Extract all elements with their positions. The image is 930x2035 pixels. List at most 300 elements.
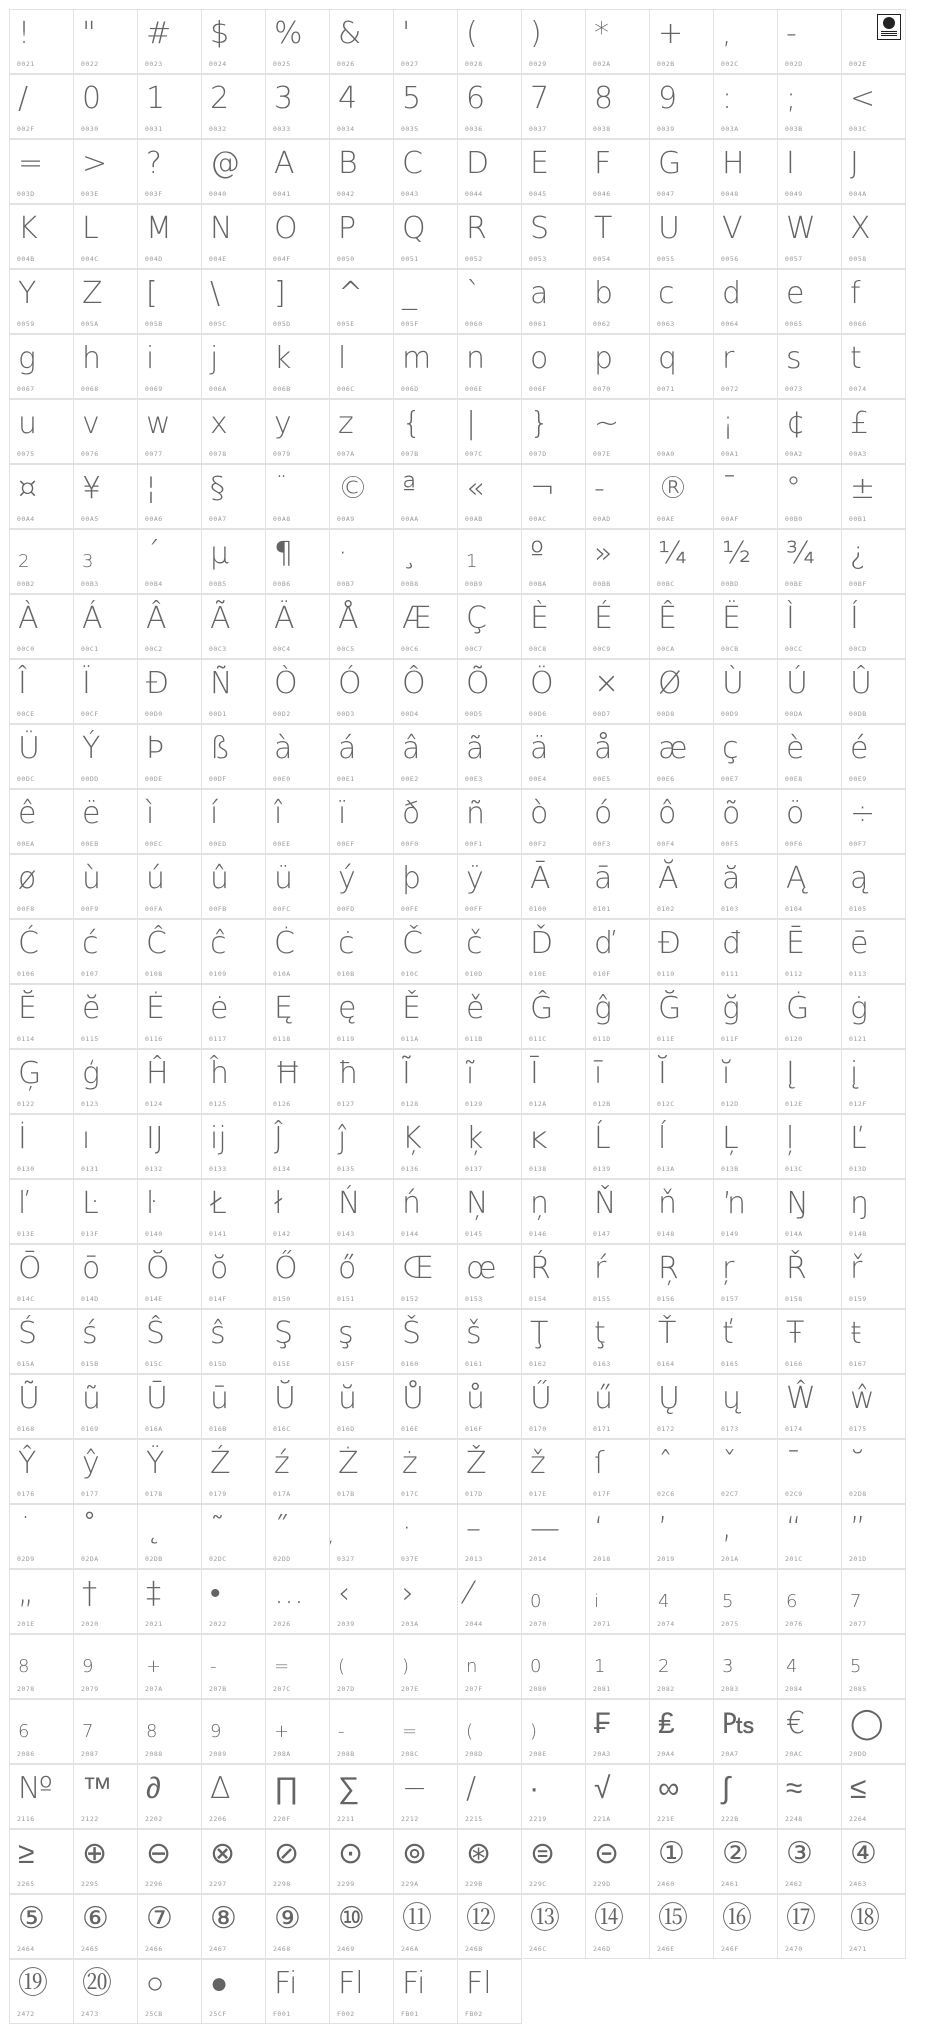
glyph-cell [777, 269, 842, 334]
glyph-cell [9, 204, 74, 269]
glyph-char: ÿ [466, 861, 484, 896]
glyph-cell [9, 1634, 74, 1699]
glyph-codepoint: 0103 [721, 905, 739, 913]
glyph-codepoint: F001 [273, 2010, 291, 2018]
glyph-cell [265, 399, 330, 464]
glyph-codepoint: 0124 [145, 1100, 163, 1108]
glyph-row [9, 1374, 919, 1439]
glyph-codepoint: 002E [849, 60, 867, 68]
glyph-char: F [594, 146, 612, 181]
glyph-codepoint: 00B5 [209, 580, 227, 588]
glyph-char: g [18, 341, 37, 376]
glyph-cell [585, 919, 650, 984]
glyph-char: ĉ [210, 926, 227, 961]
glyph-codepoint: 2013 [465, 1555, 483, 1563]
glyph-cell [9, 139, 74, 204]
glyph-codepoint: 0030 [81, 125, 99, 133]
glyph-codepoint: 017E [529, 1490, 547, 1498]
glyph-char: O [274, 211, 298, 246]
glyph-row [9, 1764, 919, 1829]
glyph-codepoint: 2122 [81, 1815, 99, 1823]
glyph-char: ě [466, 991, 485, 1026]
glyph-char: ∞ [658, 1771, 680, 1806]
glyph-char: ( [338, 1656, 346, 1677]
glyph-row [9, 1504, 919, 1569]
glyph-char: ⑱ [850, 1901, 880, 1936]
glyph-char: Ĳ [146, 1121, 164, 1156]
glyph-char: Ł [210, 1186, 227, 1221]
glyph-char: ç [722, 731, 739, 766]
glyph-cell [649, 1699, 714, 1764]
glyph-codepoint: 208A [273, 1750, 291, 1758]
glyph-cell [585, 1309, 650, 1374]
glyph-cell [777, 1699, 842, 1764]
glyph-char: ¾ [786, 536, 816, 571]
glyph-char: ô [658, 796, 677, 831]
glyph-codepoint: 012A [529, 1100, 547, 1108]
glyph-cell [73, 919, 138, 984]
glyph-char: ‹ [338, 1576, 350, 1611]
glyph-char: 8 [146, 1721, 158, 1742]
glyph-cell [201, 529, 266, 594]
glyph-char: 5 [402, 81, 422, 116]
glyph-codepoint: 0133 [209, 1165, 227, 1173]
glyph-char: Ť [658, 1316, 677, 1351]
glyph-char: ˆ [658, 1446, 673, 1481]
glyph-codepoint: 2087 [81, 1750, 99, 1758]
glyph-char: | [466, 406, 477, 441]
glyph-grid [9, 9, 919, 2024]
glyph-codepoint: 00BB [593, 580, 611, 588]
glyph-codepoint: 005D [273, 320, 291, 328]
glyph-cell [9, 1114, 74, 1179]
glyph-cell [649, 594, 714, 659]
glyph-cell [393, 789, 458, 854]
glyph-cell [713, 1179, 778, 1244]
glyph-codepoint: 012F [849, 1100, 867, 1108]
glyph-char: ˙ [18, 1511, 33, 1546]
glyph-cell [73, 9, 138, 74]
glyph-codepoint: 0039 [657, 125, 675, 133]
glyph-codepoint: FB02 [465, 2010, 483, 2018]
glyph-codepoint: 006D [401, 385, 419, 393]
glyph-char: ĥ [210, 1056, 230, 1091]
glyph-char: Y [18, 276, 37, 311]
glyph-cell [329, 1309, 394, 1374]
glyph-cell [201, 269, 266, 334]
glyph-char: ð [402, 796, 421, 831]
glyph-char: ņ [530, 1186, 550, 1221]
glyph-char: ; [786, 81, 797, 116]
glyph-codepoint: 246F [721, 1945, 739, 1953]
glyph-cell [713, 724, 778, 789]
glyph-codepoint: 016C [273, 1425, 291, 1433]
font-logo-icon [877, 14, 901, 40]
glyph-codepoint: 00DD [81, 775, 99, 783]
glyph-cell [137, 919, 202, 984]
glyph-char: ċ [338, 926, 355, 961]
glyph-char: A [274, 146, 295, 181]
glyph-codepoint: 00D6 [529, 710, 547, 718]
glyph-char: + [274, 1721, 290, 1742]
glyph-row [9, 1309, 919, 1374]
glyph-cell [9, 854, 74, 919]
glyph-codepoint: 010D [465, 970, 483, 978]
glyph-row [9, 1244, 919, 1309]
glyph-codepoint: 0046 [593, 190, 611, 198]
glyph-char: n [466, 341, 486, 376]
glyph-char: c [658, 276, 675, 311]
glyph-codepoint: 00F1 [465, 840, 483, 848]
glyph-char: ] [274, 276, 286, 311]
glyph-char: ñ [466, 796, 486, 831]
glyph-codepoint: 0157 [721, 1295, 739, 1303]
glyph-char: ő [338, 1251, 357, 1286]
glyph-codepoint: 246A [401, 1945, 419, 1953]
glyph-char: - [210, 1656, 217, 1677]
glyph-codepoint: 004D [145, 255, 163, 263]
glyph-codepoint: 010F [593, 970, 611, 978]
glyph-row [9, 1959, 919, 2024]
glyph-cell [585, 1049, 650, 1114]
glyph-char: Ö [530, 666, 554, 701]
glyph-codepoint: 010C [401, 970, 419, 978]
glyph-cell [201, 1699, 266, 1764]
glyph-codepoint: 0075 [17, 450, 35, 458]
glyph-codepoint: 208C [401, 1750, 419, 1758]
glyph-cell [201, 1049, 266, 1114]
glyph-cell [649, 1179, 714, 1244]
glyph-cell [457, 9, 522, 74]
glyph-char: ¨ [274, 471, 289, 506]
glyph-cell [777, 1894, 842, 1959]
glyph-char: ‚ [722, 1511, 732, 1546]
glyph-char: Ď [530, 926, 554, 961]
glyph-codepoint: 00A9 [337, 515, 355, 523]
glyph-char: Č [402, 926, 423, 961]
glyph-cell [73, 1959, 138, 2024]
glyph-codepoint: 229A [401, 1880, 419, 1888]
glyph-char: ś [82, 1316, 98, 1351]
glyph-codepoint: 00F0 [401, 840, 419, 848]
glyph-char: ∫ [722, 1771, 731, 1806]
glyph-char: i [146, 341, 155, 376]
glyph-char: µ [210, 536, 230, 571]
glyph-codepoint: 246C [529, 1945, 547, 1953]
glyph-codepoint: 00F7 [849, 840, 867, 848]
glyph-char: ĭ [722, 1056, 731, 1091]
glyph-codepoint: 010B [337, 970, 355, 978]
glyph-codepoint: 0174 [785, 1425, 803, 1433]
glyph-char: Ÿ [146, 1446, 165, 1481]
glyph-cell [585, 724, 650, 789]
glyph-char: Õ [466, 666, 490, 701]
glyph-codepoint: 02D8 [849, 1490, 867, 1498]
glyph-char: Ņ [466, 1186, 489, 1221]
glyph-codepoint: 02D9 [17, 1555, 35, 1563]
glyph-char: ˜ [210, 1511, 225, 1546]
glyph-char: Ř [786, 1251, 807, 1286]
glyph-cell [393, 724, 458, 789]
glyph-codepoint: 2079 [81, 1685, 99, 1693]
glyph-cell [841, 74, 906, 139]
glyph-char: H [722, 146, 745, 181]
glyph-char: í [210, 796, 219, 831]
glyph-codepoint: 2022 [209, 1620, 227, 1628]
glyph-cell [841, 789, 906, 854]
glyph-char: č [466, 926, 483, 961]
glyph-char: † [82, 1576, 97, 1611]
glyph-char: ų [722, 1381, 742, 1416]
glyph-char: ä [530, 731, 549, 766]
glyph-char: € [786, 1706, 806, 1741]
glyph-codepoint: 0114 [17, 1035, 35, 1043]
glyph-codepoint: 005E [337, 320, 355, 328]
glyph-codepoint: 20AC [785, 1750, 803, 1758]
glyph-char: Ŷ [18, 1446, 37, 1481]
glyph-cell [137, 464, 202, 529]
glyph-cell [585, 1699, 650, 1764]
glyph-cell [265, 919, 330, 984]
glyph-codepoint: 003B [785, 125, 803, 133]
glyph-cell [585, 269, 650, 334]
glyph-char: Ø [658, 666, 682, 701]
glyph-codepoint: 00A6 [145, 515, 163, 523]
glyph-char: = [18, 146, 44, 181]
glyph-codepoint: 2082 [657, 1685, 675, 1693]
glyph-cell [393, 334, 458, 399]
glyph-codepoint: 0168 [17, 1425, 35, 1433]
glyph-codepoint: 0143 [337, 1230, 355, 1238]
glyph-char: Ő [274, 1251, 298, 1286]
glyph-cell [137, 1829, 202, 1894]
glyph-codepoint: 0068 [81, 385, 99, 393]
glyph-cell [265, 1634, 330, 1699]
glyph-cell [201, 724, 266, 789]
glyph-cell [777, 139, 842, 204]
glyph-cell [777, 1374, 842, 1439]
glyph-cell [457, 1114, 522, 1179]
glyph-char: ₧ [722, 1706, 755, 1741]
glyph-codepoint: 014E [145, 1295, 163, 1303]
glyph-cell [393, 1439, 458, 1504]
glyph-cell [73, 984, 138, 1049]
glyph-codepoint: 25CB [145, 2010, 163, 2018]
glyph-codepoint: 00D1 [209, 710, 227, 718]
glyph-char: 4 [786, 1656, 798, 1677]
glyph-codepoint: 015A [17, 1360, 35, 1368]
glyph-codepoint: 246E [657, 1945, 675, 1953]
glyph-char: ⑩ [338, 1901, 365, 1936]
glyph-char: ⊙ [338, 1836, 364, 1871]
glyph-codepoint: 02C9 [785, 1490, 803, 1498]
glyph-cell [329, 269, 394, 334]
glyph-codepoint: 002A [593, 60, 611, 68]
glyph-char: Ń [338, 1186, 361, 1221]
glyph-codepoint: 010A [273, 970, 291, 978]
glyph-cell [841, 269, 906, 334]
glyph-char: Ę [274, 991, 293, 1026]
glyph-cell [73, 204, 138, 269]
glyph-codepoint: 00B2 [17, 580, 35, 588]
glyph-char: ĺ [658, 1121, 667, 1156]
glyph-codepoint: 00B1 [849, 515, 867, 523]
glyph-char: Å [338, 601, 359, 636]
glyph-codepoint: 00FD [337, 905, 355, 913]
glyph-cell [265, 269, 330, 334]
glyph-codepoint: 0027 [401, 60, 419, 68]
glyph-cell [9, 1049, 74, 1114]
glyph-cell [713, 1439, 778, 1504]
glyph-char: ^ [338, 276, 364, 311]
glyph-cell [777, 1829, 842, 1894]
glyph-char: Í [850, 601, 859, 636]
glyph-cell [585, 334, 650, 399]
glyph-cell [585, 854, 650, 919]
glyph-char: Ţ [530, 1316, 549, 1351]
glyph-cell [329, 1504, 394, 1569]
glyph-cell [9, 594, 74, 659]
glyph-char: ① [658, 1836, 685, 1871]
glyph-codepoint: 007C [465, 450, 483, 458]
glyph-char: ¦ [146, 471, 157, 506]
glyph-char: d [722, 276, 742, 311]
glyph-cell [9, 1959, 74, 2024]
glyph-cell [201, 1829, 266, 1894]
glyph-cell [585, 529, 650, 594]
glyph-char: & [338, 16, 362, 51]
glyph-cell [265, 984, 330, 1049]
glyph-char: ∑ [338, 1771, 360, 1806]
glyph-char: ĝ [594, 991, 613, 1026]
glyph-cell [777, 1179, 842, 1244]
glyph-codepoint: 006C [337, 385, 355, 393]
glyph-codepoint: 0154 [529, 1295, 547, 1303]
glyph-char: ŵ [850, 1381, 875, 1416]
glyph-char: Ĵ [274, 1121, 283, 1156]
glyph-codepoint: 0164 [657, 1360, 675, 1368]
glyph-char: ∂ [146, 1771, 161, 1806]
glyph-codepoint: 0067 [17, 385, 35, 393]
glyph-codepoint: 2465 [81, 1945, 99, 1953]
glyph-codepoint: 00B4 [145, 580, 163, 588]
glyph-codepoint: 2468 [273, 1945, 291, 1953]
glyph-cell [329, 1374, 394, 1439]
glyph-char: ⑲ [18, 1966, 48, 2001]
glyph-codepoint: 0032 [209, 125, 227, 133]
glyph-codepoint: 0035 [401, 125, 419, 133]
glyph-codepoint: 017B [337, 1490, 355, 1498]
glyph-codepoint: 221E [657, 1815, 675, 1823]
glyph-codepoint: 0023 [145, 60, 163, 68]
glyph-codepoint: 013D [849, 1165, 867, 1173]
glyph-char: ř [850, 1251, 863, 1286]
glyph-char: ∙ [530, 1771, 539, 1806]
glyph-cell [521, 1634, 586, 1699]
glyph-codepoint: 0160 [401, 1360, 419, 1368]
glyph-codepoint: 0053 [529, 255, 547, 263]
glyph-char: È [530, 601, 549, 636]
glyph-char: ˉ [786, 1446, 801, 1481]
glyph-char: Fi [274, 1966, 298, 2001]
glyph-codepoint: 2470 [785, 1945, 803, 1953]
glyph-char: ŝ [210, 1316, 226, 1351]
glyph-codepoint: 00A3 [849, 450, 867, 458]
glyph-cell [329, 1634, 394, 1699]
glyph-char: æ [658, 731, 688, 766]
glyph-char: ŗ [722, 1251, 735, 1286]
glyph-codepoint: 2075 [721, 1620, 739, 1628]
glyph-cell [649, 724, 714, 789]
glyph-char: ≈ [786, 1771, 803, 1806]
glyph-cell [585, 1374, 650, 1439]
glyph-cell [329, 1829, 394, 1894]
glyph-row [9, 529, 919, 594]
glyph-cell [329, 1569, 394, 1634]
glyph-cell [457, 1179, 522, 1244]
glyph-codepoint: 0079 [273, 450, 291, 458]
glyph-codepoint: 2215 [465, 1815, 483, 1823]
glyph-codepoint: 00E2 [401, 775, 419, 783]
glyph-cell [329, 1439, 394, 1504]
glyph-codepoint: 00E1 [337, 775, 355, 783]
glyph-char: ü [274, 861, 294, 896]
glyph-char: ď [594, 926, 614, 961]
glyph-char: Ū [146, 1381, 168, 1416]
glyph-codepoint: 00ED [209, 840, 227, 848]
glyph-codepoint: 2088 [145, 1750, 163, 1758]
glyph-codepoint: 015E [273, 1360, 291, 1368]
glyph-codepoint: 0327 [337, 1555, 355, 1563]
glyph-codepoint: 00C8 [529, 645, 547, 653]
glyph-codepoint: 0071 [657, 385, 675, 393]
glyph-char: ŷ [82, 1446, 100, 1481]
glyph-char: Ä [274, 601, 295, 636]
glyph-cell [201, 594, 266, 659]
glyph-char: ˇ [722, 1446, 737, 1481]
glyph-cell [457, 464, 522, 529]
glyph-codepoint: F002 [337, 2010, 355, 2018]
glyph-codepoint: 00E3 [465, 775, 483, 783]
glyph-codepoint: 00DB [849, 710, 867, 718]
glyph-cell [137, 1439, 202, 1504]
glyph-cell [9, 399, 74, 464]
glyph-char: Ñ [210, 666, 233, 701]
glyph-codepoint: 2080 [529, 1685, 547, 1693]
glyph-char: ¸ [402, 536, 417, 571]
glyph-codepoint: 006E [465, 385, 483, 393]
glyph-codepoint: 004C [81, 255, 99, 263]
glyph-cell [521, 1569, 586, 1634]
glyph-char: ı [82, 1121, 91, 1156]
glyph-cell [137, 1699, 202, 1764]
glyph-codepoint: 0069 [145, 385, 163, 393]
glyph-codepoint: 00C0 [17, 645, 35, 653]
glyph-codepoint: 0177 [81, 1490, 99, 1498]
glyph-row [9, 1829, 919, 1894]
glyph-codepoint: 0165 [721, 1360, 739, 1368]
glyph-codepoint: 00A2 [785, 450, 803, 458]
glyph-char: S [530, 211, 550, 246]
glyph-codepoint: 0136 [401, 1165, 419, 1173]
glyph-cell [777, 9, 842, 74]
glyph-char: t [850, 341, 862, 376]
glyph-codepoint: 00EB [81, 840, 99, 848]
glyph-cell [137, 984, 202, 1049]
glyph-codepoint: 0021 [17, 60, 35, 68]
glyph-cell [457, 1634, 522, 1699]
glyph-cell [265, 464, 330, 529]
